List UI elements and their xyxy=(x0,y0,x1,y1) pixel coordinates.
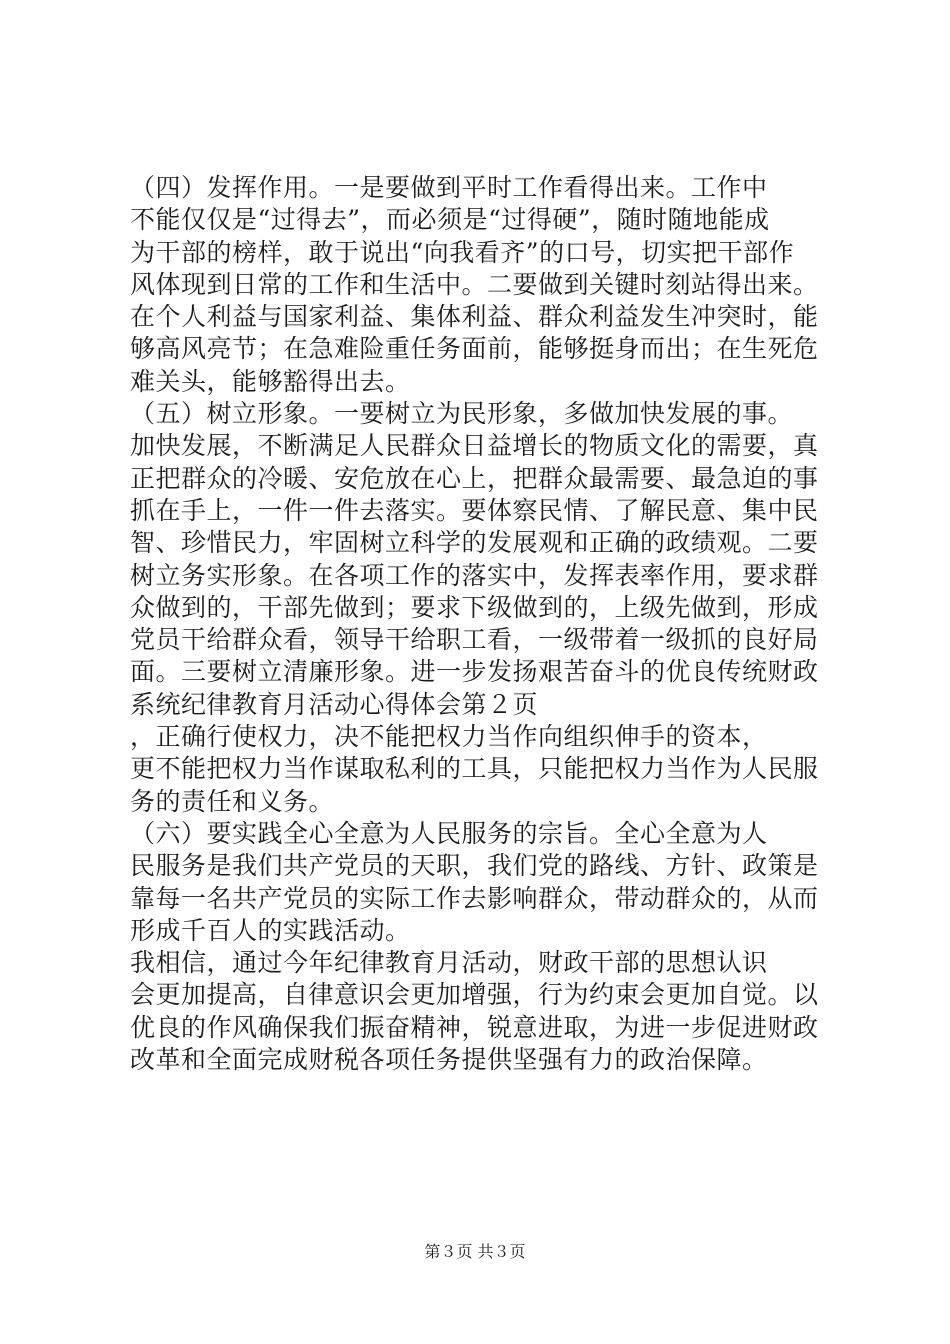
text-line: 众做到的，干部先做到；要求下级做到的，上级先做到，形成 xyxy=(130,592,819,622)
text-line: （四）发挥作用。一是要做到平时工作看得出来。工作中 xyxy=(130,173,768,202)
text-line: 加快发展，不断满足人民群众日益增长的物质文化的需要，真 xyxy=(130,431,819,461)
text-line: 务的责任和义务。 xyxy=(130,786,335,816)
text-line: 更不能把权力当作谋取私利的工具，只能把权力当作为人民服 xyxy=(130,754,819,784)
text-line: （五）树立形象。一要树立为民形象，多做加快发展的事。 xyxy=(130,399,794,429)
text-line: 会更加提高，自律意识会更加增强，行为约束会更加自觉。以 xyxy=(130,980,819,1010)
text-line: 为干部的榜样，敢于说出“向我看齐”的口号，切实把干部作 xyxy=(130,237,795,267)
text-line: 智、珍惜民力，牢固树立科学的发展观和正确的政绩观。二要 xyxy=(130,528,819,558)
text-line: （六）要实践全心全意为人民服务的宗旨。全心全意为人 xyxy=(130,818,768,848)
text-line: 面。三要树立清廉形象。进一步发扬艰苦奋斗的优良传统财政 xyxy=(130,657,819,687)
text-line: 正把群众的冷暖、安危放在心上，把群众最需要、最急迫的事 xyxy=(130,463,819,493)
text-line: 树立务实形象。在各项工作的落实中，发挥表率作用，要求群 xyxy=(130,560,819,590)
text-line: ，正确行使权力，决不能把权力当作向组织伸手的资本， xyxy=(130,722,768,752)
text-line: 抓在手上，一件一件去落实。要体察民情、了解民意、集中民 xyxy=(130,495,819,525)
text-line: 难关头，能够豁得出去。 xyxy=(130,366,411,396)
text-line: 党员干给群众看，领导干给职工看，一级带着一级抓的良好局 xyxy=(130,625,819,655)
body-text xyxy=(130,172,830,1076)
text-line: 我相信，通过今年纪律教育月活动，财政干部的思想认识 xyxy=(130,948,768,978)
text-line: 改革和全面完成财税各项任务提供坚强有力的政治保障。 xyxy=(130,1045,768,1075)
text-line: 系统纪律教育月活动心得体会第２页 xyxy=(130,689,539,719)
text-line: 优良的作风确保我们振奋精神，锐意进取，为进一步促进财政 xyxy=(130,1012,819,1042)
text-line: 民服务是我们共产党员的天职，我们党的路线、方针、政策是 xyxy=(130,851,819,881)
text-line: 形成千百人的实践活动。 xyxy=(130,915,411,945)
text-line: 风体现到日常的工作和生活中。二要做到关键时刻站得出来。 xyxy=(130,269,819,299)
text-line: 够高风亮节；在急难险重任务面前，能够挺身而出；在生死危 xyxy=(130,334,819,364)
page-number-footer: 第３页 共３页 xyxy=(424,1242,526,1261)
text-line: 不能仅仅是“过得去”，而必须是“过得硬”，随时随地能成 xyxy=(130,205,770,235)
text-line: 在个人利益与国家利益、集体利益、群众利益发生冲突时，能 xyxy=(130,302,819,332)
text-line: 靠每一名共产党员的实际工作去影响群众，带动群众的，从而 xyxy=(130,883,819,913)
